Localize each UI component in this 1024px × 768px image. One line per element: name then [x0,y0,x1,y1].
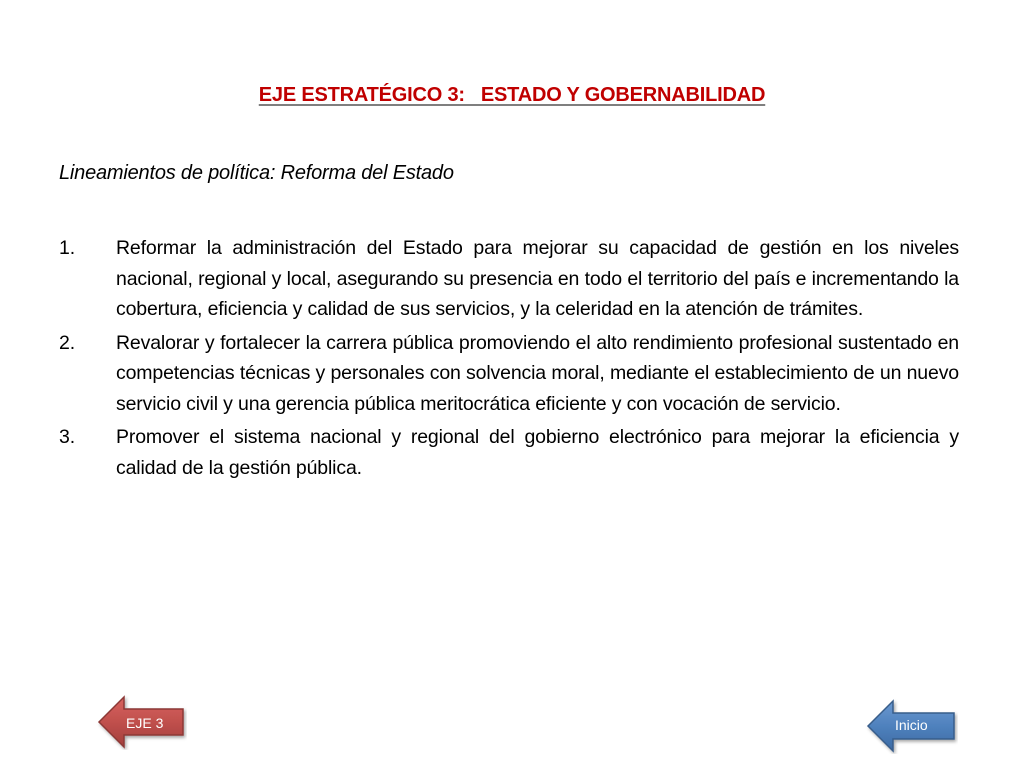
section-subtitle: Lineamientos de política: Reforma del Estado [59,162,454,184]
eje3-button-label: EJE 3 [126,715,164,731]
inicio-home-button[interactable] [864,698,958,754]
list-item [59,422,959,483]
inicio-button-label: Inicio [895,717,928,733]
list-item [59,328,959,420]
list-item-number: 3. [59,426,75,448]
list-item-number: 2. [59,331,75,354]
list-item-text: Revalorar y fortalecer la carrera pública promoviendo el alto rendimiento profesional sustentado en competencias técnicas y personales con solvencia moral, mediante el establecimiento de un nuevo servicio civil y una gerencia pública meritocrática eficiente y con vocación de servicio. [116,331,959,415]
list-item-number: 1. [59,237,75,259]
eje3-back-button[interactable] [95,694,187,750]
policy-list [59,233,959,486]
slide-title [0,81,1024,109]
list-item [59,233,959,325]
list-item-text: Reformar la administración del Estado para mejorar su capacidad de gestión en los niveles nacional, regional y local, asegurando su presencia en todo el territorio del país e incrementando la cobertura, eficiencia y calidad de sus servicios, y la celeridad en la atención de trámites. [116,237,959,320]
slide-title-text: EJE ESTRATÉGICO 3: ESTADO Y GOBERNABILIDAD [258,84,766,106]
list-item-text: Promover el sistema nacional y regional del gobierno electrónico para mejorar la eficiencia y calidad de la gestión pública. [116,426,959,479]
